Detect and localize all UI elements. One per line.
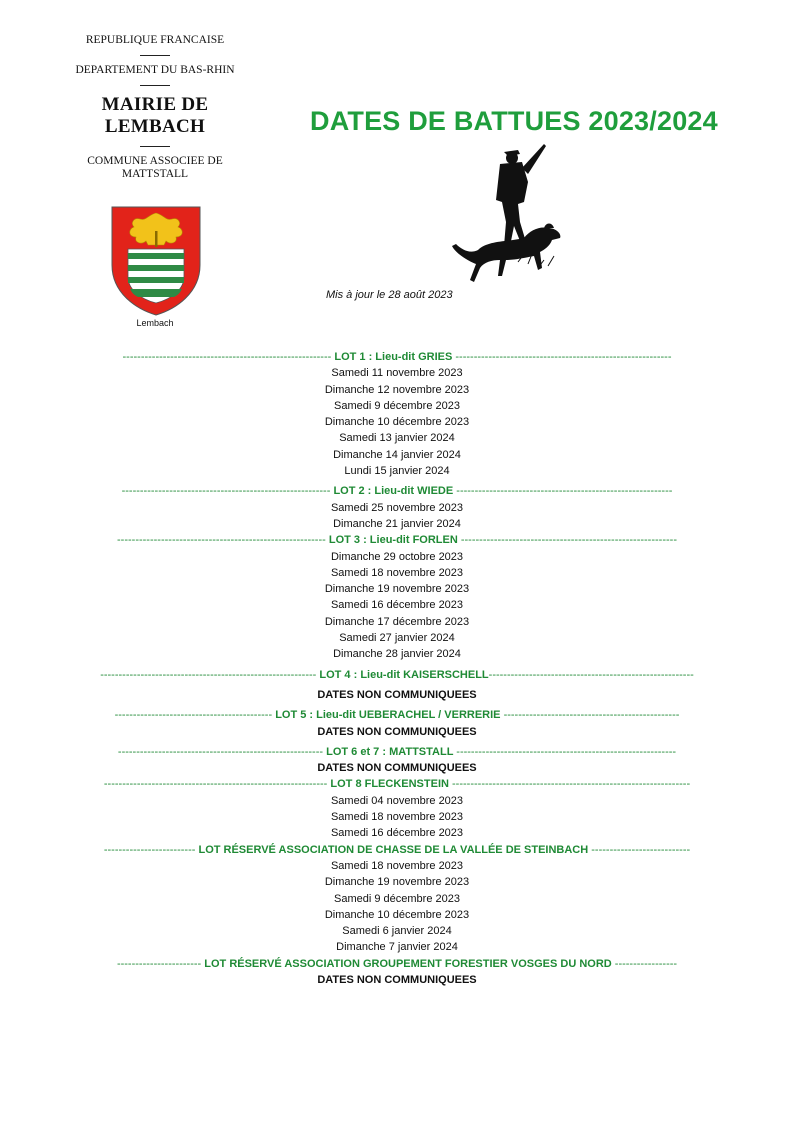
mairie-title-line-1: MAIRIE DE: [101, 94, 209, 115]
date-item: Samedi 13 janvier 2024: [339, 432, 455, 445]
republic-label: REPUBLIQUE FRANCAISE: [85, 34, 225, 46]
date-item: Dimanche 29 octobre 2023: [330, 550, 464, 563]
date-item: Dimanche 28 janvier 2024: [333, 648, 461, 661]
divider: [140, 85, 170, 86]
date-item: Samedi 11 novembre 2023: [331, 367, 463, 380]
last-updated-label: Mis à jour le 28 août 2023: [326, 289, 453, 301]
date-item: Dimanche 7 janvier 2024: [336, 941, 458, 954]
date-item: Dimanche 19 novembre 2023: [324, 583, 470, 596]
page-title: DATES DE BATTUES 2023/2024: [310, 106, 718, 136]
department-label: DEPARTEMENT DU BAS-RHIN: [75, 64, 235, 76]
battues-list: [0, 349, 794, 988]
lot-heading: ----------------------------------------------------------- LOT 4 : Lieu-dit KAISERSCHELL--------------------------------------------------------: [100, 668, 694, 681]
lot-heading: --------------------------------------------------------- LOT 3 : Lieu-dit FORLEN -----------------------------------------------------------: [117, 534, 677, 547]
commune-line-2: MATTSTALL: [121, 168, 189, 180]
divider: [140, 146, 170, 147]
dates-not-communicated: DATES NON COMMUNIQUEES: [317, 725, 477, 738]
coat-of-arms-icon: [110, 205, 202, 317]
dates-not-communicated: DATES NON COMMUNIQUEES: [317, 973, 477, 986]
lot-heading: --------------------------------------------------------- LOT 2 : Lieu-dit WIEDE -----------------------------------------------------------: [121, 485, 673, 498]
date-item: Samedi 16 décembre 2023: [330, 599, 464, 612]
lot-heading: ------------------------------------------- LOT 5 : Lieu-dit UEBERACHEL / VERRERIE ------------------------------------------------: [114, 709, 680, 722]
date-item: Samedi 18 novembre 2023: [330, 859, 464, 872]
dates-not-communicated: DATES NON COMMUNIQUEES: [317, 688, 477, 701]
commune-line-1: COMMUNE ASSOCIEE DE: [87, 155, 223, 167]
date-item: Dimanche 12 novembre 2023: [324, 383, 470, 396]
date-item: Samedi 16 décembre 2023: [330, 827, 464, 840]
date-item: Samedi 18 novembre 2023: [330, 566, 464, 579]
date-item: Samedi 6 janvier 2024: [342, 925, 452, 938]
date-item: Lundi 15 janvier 2024: [344, 465, 450, 478]
date-item: Dimanche 21 janvier 2024: [333, 517, 461, 530]
mairie-header: [55, 34, 255, 181]
date-item: Samedi 18 novembre 2023: [330, 811, 464, 824]
date-item: Samedi 9 décembre 2023: [334, 399, 460, 412]
lot-heading: ------------------------------------------------------------- LOT 8 FLECKENSTEIN -----------------------------------------------------------------: [103, 778, 691, 791]
hunter-with-dog-icon: [448, 142, 568, 284]
coat-caption: Lembach: [136, 318, 174, 328]
date-item: Dimanche 14 janvier 2024: [333, 448, 461, 461]
divider: [140, 55, 170, 56]
dates-not-communicated: DATES NON COMMUNIQUEES: [317, 762, 477, 775]
mairie-title-line-2: LEMBACH: [104, 116, 206, 137]
date-item: Dimanche 10 décembre 2023: [324, 908, 470, 921]
lot-heading: ------------------------- LOT RÉSERVÉ ASSOCIATION DE CHASSE DE LA VALLÉE DE STEINBACH ---------------------------: [103, 843, 691, 856]
date-item: Samedi 9 décembre 2023: [334, 892, 460, 905]
date-item: Samedi 04 novembre 2023: [330, 794, 464, 807]
date-item: Samedi 27 janvier 2024: [339, 632, 455, 645]
lot-heading: -------------------------------------------------------- LOT 6 et 7 : MATTSTALL ------------------------------------------------------------: [117, 745, 677, 758]
lot-heading: ----------------------- LOT RÉSERVÉ ASSOCIATION GROUPEMENT FORESTIER VOSGES DU NORD -----------------: [116, 957, 678, 970]
date-item: Dimanche 17 décembre 2023: [324, 615, 470, 628]
date-item: Dimanche 10 décembre 2023: [324, 416, 470, 429]
lot-heading: --------------------------------------------------------- LOT 1 : Lieu-dit GRIES -----------------------------------------------------------: [122, 351, 672, 363]
date-item: Samedi 25 novembre 2023: [330, 501, 464, 514]
date-item: Dimanche 19 novembre 2023: [324, 876, 470, 889]
